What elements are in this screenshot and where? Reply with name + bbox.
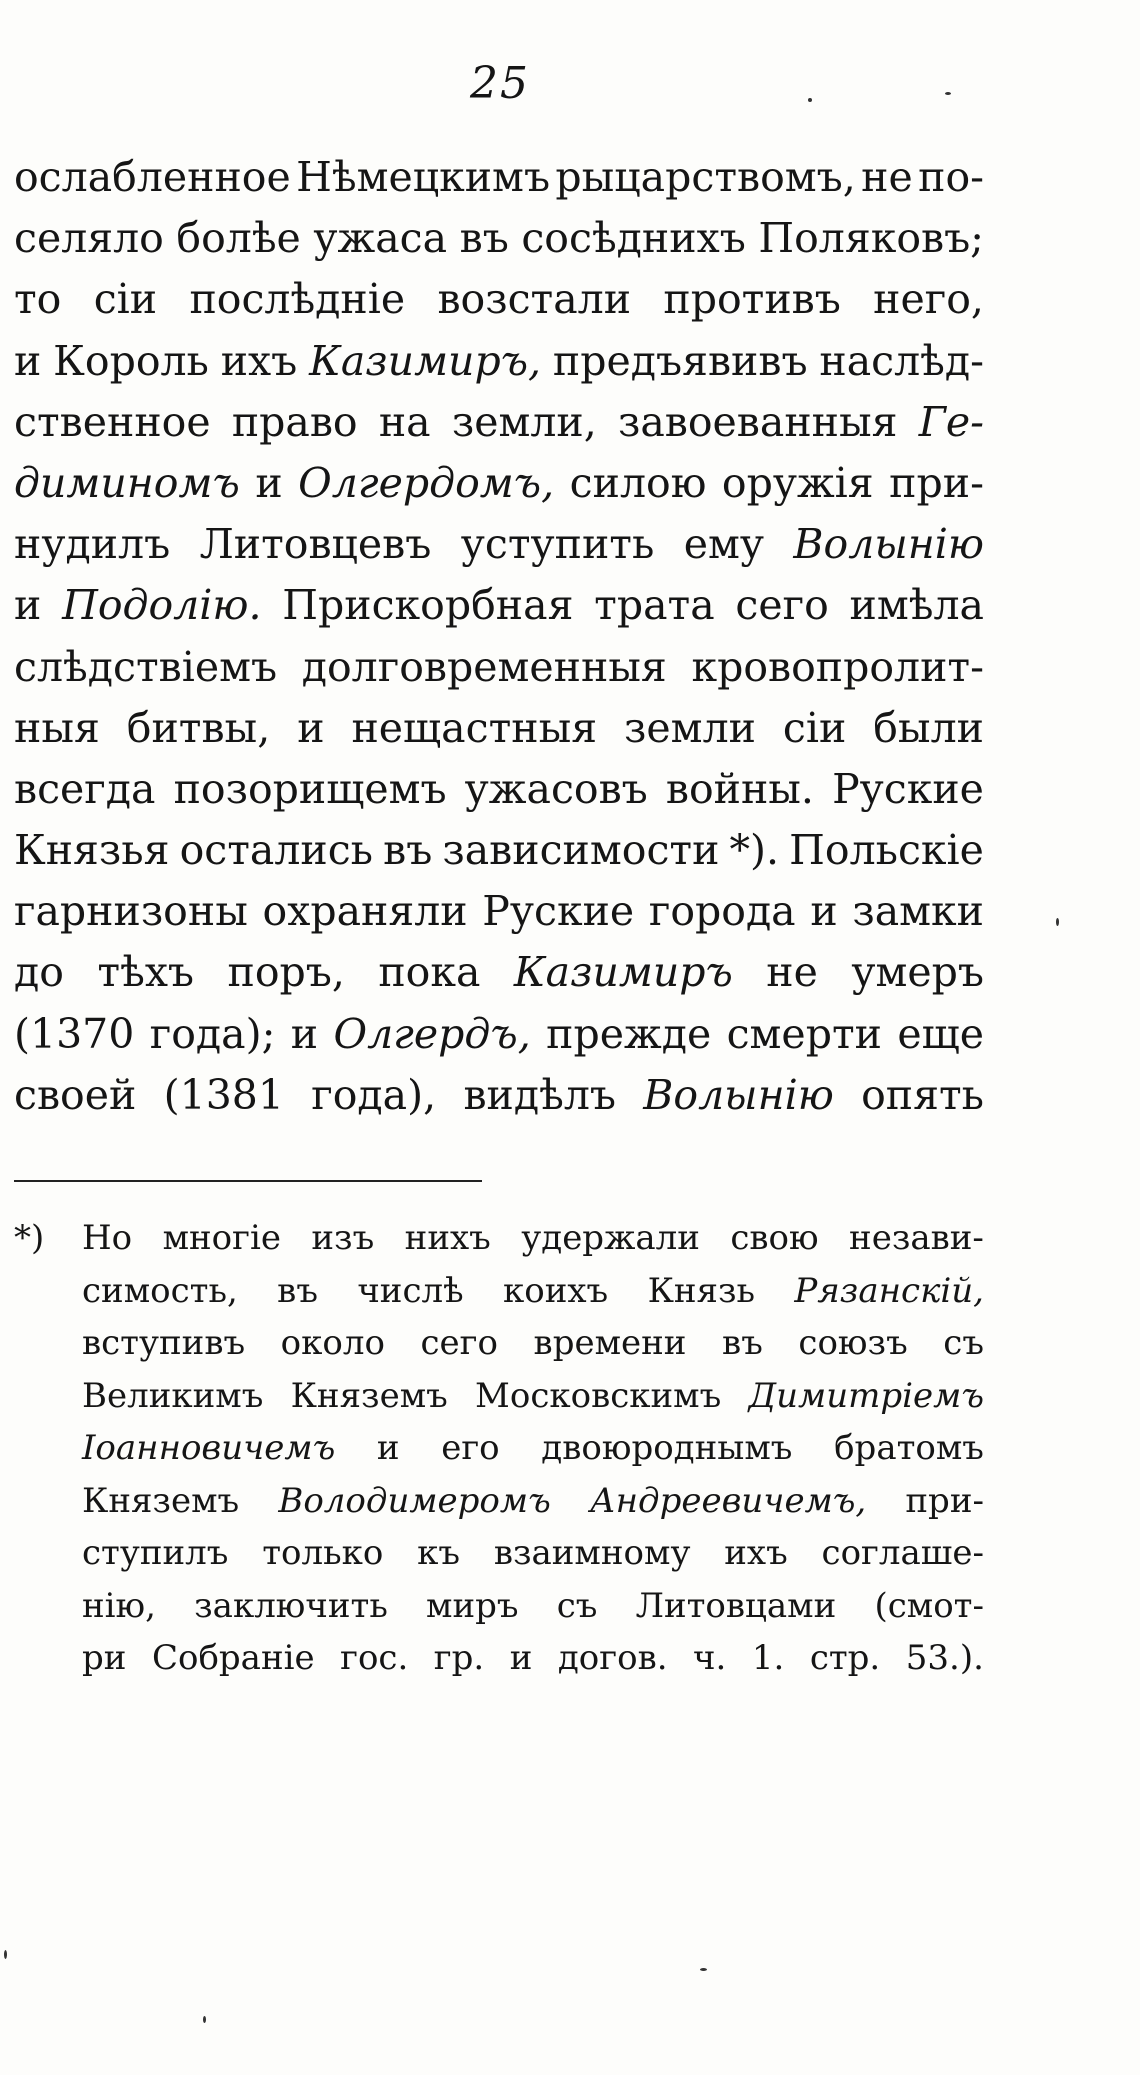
word: земли, — [451, 397, 597, 446]
footnote-line — [82, 1370, 984, 1423]
word: Собраніе — [151, 1638, 315, 1678]
word: съ — [556, 1585, 598, 1626]
word: Литовцевъ — [199, 520, 432, 569]
word: Князья — [14, 826, 170, 875]
word: право — [231, 397, 358, 446]
word: него, — [873, 275, 984, 324]
italic-word: Ге- — [918, 397, 984, 446]
italic-word: Казимиръ — [513, 948, 733, 997]
page-number: 25 — [470, 58, 530, 109]
word: его — [441, 1428, 500, 1468]
word: времени — [533, 1323, 687, 1363]
word: къ — [417, 1533, 461, 1573]
word: видѣлъ — [463, 1070, 616, 1119]
word: на — [378, 397, 431, 446]
word: остались — [179, 826, 374, 875]
footnote-line — [82, 1527, 984, 1580]
footnote-line — [82, 1580, 984, 1633]
italic-word: Димитріемъ — [748, 1375, 984, 1416]
footnote-line — [14, 1212, 984, 1265]
word: взаимному — [493, 1533, 691, 1573]
word: союзъ — [798, 1323, 908, 1363]
text-line — [14, 331, 984, 392]
word: 53.). — [905, 1638, 984, 1678]
word: соглаше- — [821, 1533, 984, 1573]
word: Прискорбная — [282, 581, 574, 630]
word: года); — [149, 1009, 276, 1058]
word: числѣ — [357, 1270, 464, 1311]
word: замки — [852, 887, 984, 936]
word: Руские — [482, 887, 635, 936]
word: по- — [918, 153, 984, 201]
word: позорищемъ — [173, 764, 447, 813]
word: въ — [722, 1323, 763, 1363]
text-line — [14, 698, 984, 759]
word: города — [648, 887, 796, 936]
footnote-line — [82, 1317, 984, 1370]
text-line — [14, 820, 984, 881]
word: то — [14, 275, 62, 324]
text-line — [14, 1004, 984, 1065]
word: противъ — [663, 275, 841, 324]
word: Князь — [647, 1270, 756, 1311]
word: нію, — [82, 1585, 156, 1626]
word: гарнизоны — [14, 887, 248, 936]
word: сего — [735, 581, 829, 630]
word: оружія — [721, 458, 874, 507]
word: ужаса — [313, 214, 448, 263]
word: и — [290, 1009, 319, 1058]
word: ч. — [693, 1638, 727, 1678]
word: ихъ — [220, 336, 298, 385]
text-line — [14, 1065, 984, 1126]
word: при- — [889, 458, 984, 507]
word: Польскіе — [789, 826, 984, 875]
word: Княземъ — [290, 1375, 448, 1416]
paper-speck — [4, 1950, 7, 1959]
word: не — [861, 153, 913, 201]
word: братомъ — [834, 1428, 984, 1468]
footnote-line — [82, 1632, 984, 1685]
word: сіи — [93, 275, 158, 324]
word: охраняли — [262, 887, 468, 936]
word: пока — [378, 948, 481, 997]
word: ему — [683, 520, 765, 569]
word: еще — [897, 1009, 984, 1058]
text-line — [14, 514, 984, 575]
word: сіи — [782, 703, 847, 752]
footnote-line — [82, 1422, 984, 1475]
word: симость, — [82, 1270, 238, 1311]
word: въ — [277, 1270, 318, 1311]
word: стр. — [809, 1638, 881, 1678]
word: въ — [459, 214, 509, 263]
word: Литовцами — [635, 1585, 837, 1626]
footnote-line — [82, 1475, 984, 1528]
word: послѣдніе — [189, 275, 406, 324]
word: прежде — [546, 1009, 712, 1058]
italic-word: Рязанскій, — [794, 1270, 984, 1311]
word: завоеванныя — [617, 397, 898, 446]
word: умеръ — [851, 948, 984, 997]
text-line — [14, 269, 984, 330]
italic-word: Андреевичемъ, — [589, 1480, 867, 1521]
word: нудилъ — [14, 520, 171, 569]
word: смерти — [726, 1009, 882, 1058]
paper-speck — [1056, 918, 1059, 926]
word: не — [766, 948, 818, 997]
text-line — [14, 147, 984, 208]
word: ужасовъ — [464, 764, 648, 813]
word: гр. — [433, 1638, 485, 1678]
paper-speck — [808, 98, 812, 102]
word: изъ — [311, 1218, 375, 1258]
text-line — [14, 942, 984, 1003]
word: многіе — [162, 1218, 281, 1258]
italic-word: диминомъ — [14, 458, 240, 507]
word: и — [255, 458, 283, 507]
word: ныя — [14, 703, 100, 752]
word: и — [509, 1638, 533, 1678]
word: Поляковъ; — [758, 214, 984, 263]
text-line — [14, 453, 984, 514]
word: Московскимъ — [475, 1375, 722, 1416]
word: Руские — [832, 764, 984, 813]
word: слѣдствіемъ — [14, 642, 278, 691]
italic-word: Волынію — [793, 520, 984, 569]
word: двоюроднымъ — [541, 1428, 793, 1468]
italic-word: Іоанновичемъ — [82, 1428, 336, 1468]
word: поръ, — [227, 948, 345, 997]
word: нихъ — [404, 1218, 491, 1258]
word: вступивъ — [82, 1323, 246, 1363]
paper-speck — [945, 92, 951, 95]
italic-word: Казимиръ, — [309, 336, 542, 385]
word: коихъ — [503, 1270, 609, 1311]
word: до — [14, 948, 64, 997]
word: рыцарствомъ, — [555, 153, 856, 201]
footnote-marker: *) — [14, 1218, 45, 1258]
word: *). — [729, 826, 780, 875]
word: зависимости — [442, 826, 720, 875]
word: Нѣмецкимъ — [296, 153, 551, 201]
word: войны. — [665, 764, 814, 813]
word: нещастныя — [351, 703, 598, 752]
word: кровопролит- — [691, 642, 984, 691]
word: земли — [624, 703, 756, 752]
text-line — [14, 575, 984, 636]
word: при- — [905, 1480, 984, 1521]
word: ихъ — [724, 1533, 788, 1573]
footnote — [14, 1212, 984, 1685]
word: миръ — [426, 1585, 519, 1626]
text-line — [14, 637, 984, 698]
text-line — [14, 392, 984, 453]
word: возстали — [437, 275, 632, 324]
paper-speck — [203, 2016, 206, 2023]
word: Княземъ — [82, 1480, 240, 1521]
word: года), — [311, 1070, 437, 1119]
word: только — [262, 1533, 384, 1573]
word: были — [873, 703, 984, 752]
word: ственное — [14, 397, 211, 446]
word: своей — [14, 1070, 137, 1119]
word: сего — [420, 1323, 498, 1363]
word: гос. — [340, 1638, 409, 1678]
footnote-line-text — [82, 1212, 984, 1265]
italic-word: Подолію. — [62, 581, 262, 630]
word: всегда — [14, 764, 156, 813]
footnote-separator — [14, 1180, 482, 1182]
word: долговременныя — [301, 642, 667, 691]
word: ослабленное — [14, 153, 291, 201]
word: съ — [943, 1323, 984, 1363]
paper-speck — [700, 1968, 707, 1971]
word: сосѣднихъ — [521, 214, 746, 263]
word: и — [297, 703, 325, 752]
word: трата — [594, 581, 715, 630]
word: и — [810, 887, 838, 936]
word: и — [14, 336, 42, 385]
word: (смот- — [874, 1585, 984, 1626]
word: (1381 — [163, 1070, 284, 1119]
word: и — [376, 1428, 400, 1468]
italic-word: Олгердомъ, — [298, 458, 555, 507]
word: Но — [82, 1218, 133, 1258]
word: ступилъ — [82, 1533, 229, 1573]
word: болѣе — [176, 214, 301, 263]
word: уступить — [460, 520, 655, 569]
word: битвы, — [126, 703, 271, 752]
word: тѣхъ — [97, 948, 195, 997]
word: около — [280, 1323, 385, 1363]
word: Король — [53, 336, 209, 385]
word: заключить — [194, 1585, 388, 1626]
text-line — [14, 881, 984, 942]
word: и — [14, 581, 42, 630]
word: незави- — [849, 1218, 984, 1258]
word: догов. — [557, 1638, 668, 1678]
word: (1370 — [14, 1009, 135, 1058]
italic-word: Володимеромъ — [278, 1480, 551, 1521]
word: опять — [861, 1070, 984, 1119]
word: селяло — [14, 214, 164, 263]
word: наслѣд- — [819, 336, 984, 385]
word: удержали — [521, 1218, 700, 1258]
text-line — [14, 759, 984, 820]
word: Великимъ — [82, 1375, 264, 1416]
text-line — [14, 208, 984, 269]
footnote-line — [82, 1265, 984, 1318]
word: ри — [82, 1638, 127, 1678]
word: предъявивъ — [552, 336, 808, 385]
word: свою — [730, 1218, 819, 1258]
word: въ — [383, 826, 433, 875]
word: имѣла — [849, 581, 984, 630]
italic-word: Волынію — [643, 1070, 834, 1119]
word: силою — [569, 458, 707, 507]
italic-word: Олгердъ, — [333, 1009, 531, 1058]
word: 1. — [751, 1638, 785, 1678]
body-text — [14, 147, 984, 1126]
